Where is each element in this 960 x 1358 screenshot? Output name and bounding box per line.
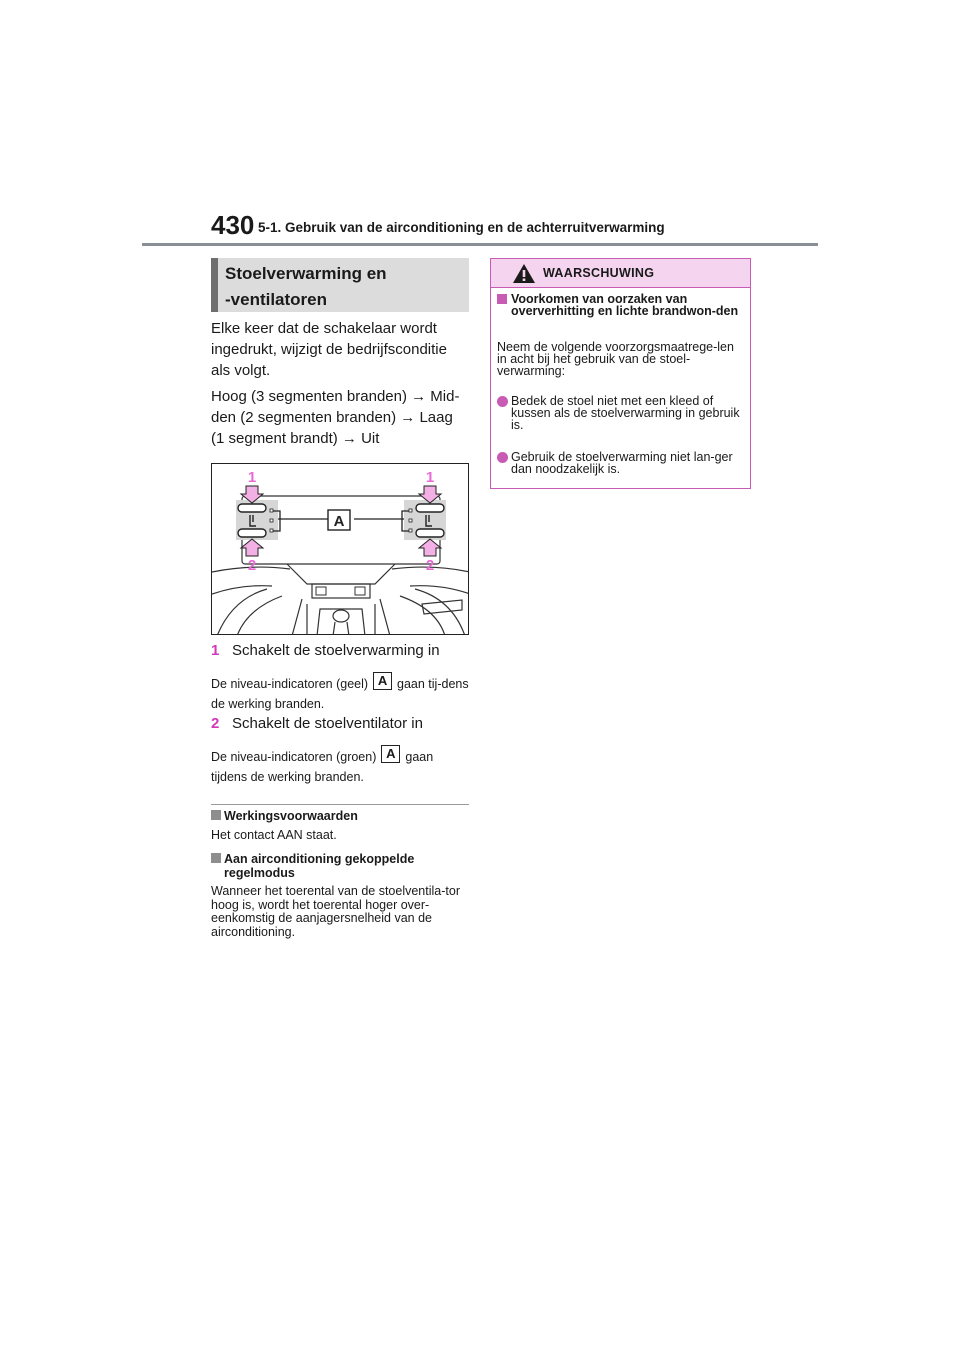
callout-1-left: 1 [247,469,257,486]
switch-illustration [211,463,469,635]
condition-1 [211,810,469,842]
step-2-note [211,745,469,787]
dashboard-drawing [212,464,469,635]
intro-paragraph-1: Elke keer dat de schakelaar wordt ingedrukt, wijzigt de bedrijfsconditie als volgt. [211,320,447,379]
warning-item-2-text: Gebruik de stoelverwarming niet lan-ger dan noodzakelijk is. [511,450,733,476]
step-2 [211,715,469,732]
warning-item-2 [497,451,743,475]
condition-2 [211,853,469,939]
condition-2-title: Aan airconditioning gekoppelde regelmodus [224,852,415,880]
warning-heading [497,293,743,317]
warning-item-1-text: Bedek de stoel niet met een kleed of kussen als de stoelverwarming in gebruik is. [511,394,740,432]
bullet-square-icon [497,294,507,304]
warning-title: WAARSCHUWING [543,266,655,280]
running-header: 5-1. Gebruik van de airconditioning en de achterruitverwarming [258,220,665,235]
bullet-square-icon [211,810,221,820]
step-2-note-text-end: gaan tijdens de werking branden. [211,750,434,784]
indicator-a-badge: A [381,745,400,763]
step-2-number: 2 [211,715,220,732]
condition-1-title: Werkingsvoorwaarden [224,809,358,823]
warning-box [490,258,751,489]
label-a: A [333,513,345,530]
left-seat-switch [236,500,280,540]
step-1-note-text: De niveau-indicatoren (geel) [211,677,369,691]
warning-intro [497,341,743,377]
intro-paragraph-2: Hoog (3 segmenten branden) → Mid-den (2 segmenten branden) → Laag (1 segment brandt) → Uit [211,388,460,447]
condition-2-text: Wanneer het toerental van de stoelventila-tor hoog is, wordt het toerental hoger over-eenkomstig de aanjagersnelheid van de airconditioning. [211,884,460,939]
bullet-dot-icon [497,452,508,463]
step-1-number: 1 [211,642,220,659]
callout-2-right: 2 [425,557,435,574]
header-rule [142,243,818,246]
warning-item-1 [497,395,743,431]
section-title [211,258,469,312]
warning-header [491,259,750,288]
section-title-line2: -ventilatoren [225,290,328,309]
step-1-note [211,672,469,714]
step-1-note-text-end: gaan tij-dens de werking branden. [211,677,469,711]
callout-1-right: 1 [425,469,435,486]
intro-text [211,318,469,454]
step-1-label: Schakelt de stoelverwarming in [232,642,440,659]
bullet-dot-icon [497,396,508,407]
right-seat-switch [402,500,446,540]
condition-1-text: Het contact AAN staat. [211,827,337,842]
section-title-line1: Stoelverwarming en [225,264,387,283]
step-2-note-text: De niveau-indicatoren (groen) [211,750,377,764]
step-1 [211,642,469,659]
step-2-label: Schakelt de stoelventilator in [232,715,423,732]
divider [211,804,469,805]
indicator-a-badge: A [373,672,392,690]
callout-2-left: 2 [247,557,257,574]
bullet-square-icon [211,853,221,863]
warning-heading-text: Voorkomen van oorzaken van oververhitting en lichte brandwon-den [511,292,739,318]
page-number: 430 [211,210,255,240]
warning-triangle-icon [512,263,536,284]
warning-intro-text: Neem de volgende voorzorgsmaatrege-len in acht bij het gebruik van de stoel-verwarming: [497,340,734,378]
